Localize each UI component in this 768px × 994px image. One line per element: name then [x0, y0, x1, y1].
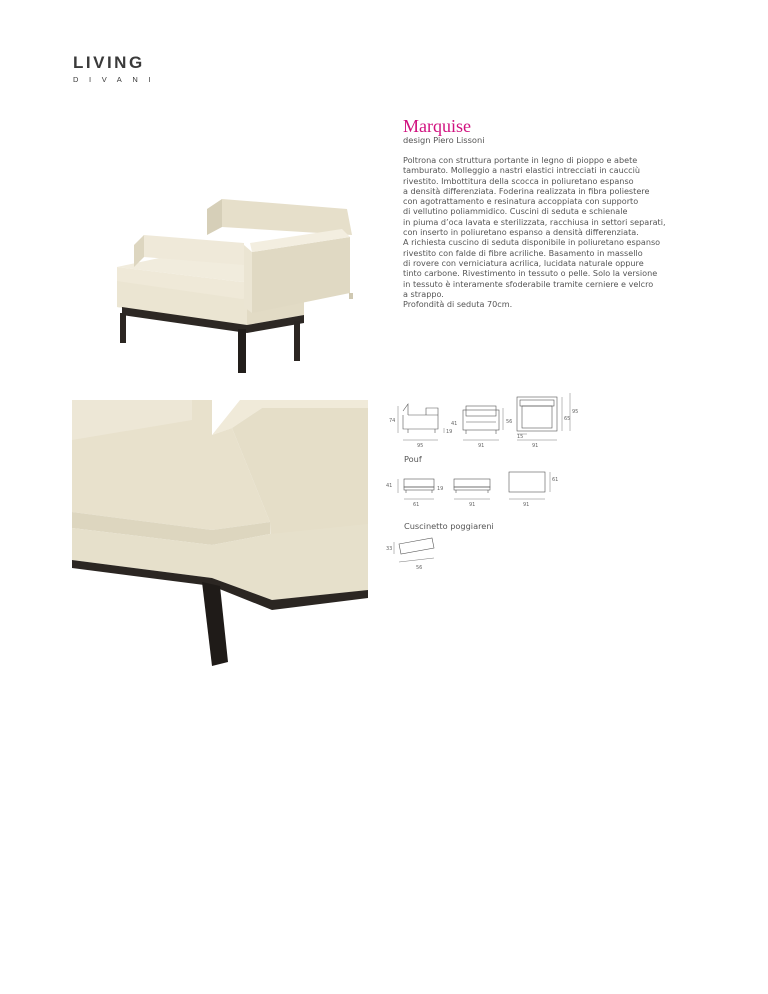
dim-armchair-top-width: 91: [532, 443, 539, 449]
pouf-side-drawing: [398, 479, 434, 499]
dim-cushion-width: 56: [416, 565, 423, 571]
dim-armchair-width: 91: [478, 443, 485, 449]
dim-armchair-seat: 41: [451, 421, 458, 427]
pouf-top-drawing: [509, 472, 550, 499]
armchair-photo: [72, 117, 367, 382]
dim-armchair-depth: 95: [417, 443, 424, 449]
dim-armchair-arm-width: 15: [517, 434, 524, 440]
description-line: di rovere con verniciatura acrilica, lucidata naturale oppure: [403, 257, 644, 268]
cushion-drawing: [394, 538, 434, 562]
description-line: a strappo.: [403, 288, 444, 299]
product-designer: design Piero Lissoni: [403, 135, 485, 145]
dim-armchair-top-depth: 95: [572, 409, 579, 415]
cushion-label: Cuscinetto poggiareni: [404, 521, 494, 531]
description-line: di vellutino poliammidico. Cuscini di seduta e schienale: [403, 206, 628, 217]
description-line: con agotrattamento e resinatura accoppiata con supporto: [403, 196, 639, 207]
armchair-side-drawing: [398, 404, 444, 440]
description-line: rivestito con falde di fibre acriliche. Basamento in massello: [403, 247, 643, 258]
description-line: tamburato. Molleggio a nastri elastici intrecciati in caucciù: [403, 165, 640, 176]
dim-pouf-side-width: 61: [413, 502, 420, 508]
dim-armchair-height: 74: [389, 418, 396, 424]
pouf-label: Pouf: [404, 454, 422, 464]
dim-pouf-front-width: 91: [469, 502, 476, 508]
armchair-top-drawing: [517, 393, 570, 440]
dim-armchair-arm-height: 56: [506, 419, 513, 425]
dim-armchair-seat-height: 19: [446, 429, 453, 435]
description-line: Profondità di seduta 70cm.: [403, 299, 513, 310]
brand-logo: [73, 54, 163, 84]
description-line: a densità differenziata. Foderina realizzata in fibra poliestere: [403, 185, 650, 196]
dim-pouf-height: 41: [386, 483, 393, 489]
dim-pouf-top-width: 91: [523, 502, 530, 508]
armchair-front-drawing: [463, 406, 503, 440]
product-description: [403, 155, 703, 309]
brand-subname: DIVANI: [73, 75, 162, 84]
description-line: in piuma d’oca lavata e sterilizzata, racchiusa in settori separati,: [403, 216, 666, 227]
description-line: rivestito. Imbottitura della scocca in poliuretano espanso: [403, 175, 634, 186]
dimension-drawings: [380, 392, 600, 592]
description-line: Poltrona con struttura portante in legno di pioppo e abete: [403, 155, 638, 165]
product-title: Marquise: [403, 116, 471, 136]
pouf-front-drawing: [454, 479, 490, 499]
description-line: A richiesta cuscino di seduta disponibile in poliuretano espanso: [403, 237, 661, 248]
description-line: tinto carbone. Rivestimento in tessuto o pelle. Solo la versione: [403, 268, 658, 279]
dim-pouf-seat: 19: [437, 486, 444, 492]
dim-pouf-depth: 61: [552, 477, 559, 483]
dim-armchair-seat-depth: 65: [564, 416, 571, 422]
armchair-detail-photo: [72, 400, 368, 674]
description-line: con inserto in poliuretano espanso a densità differenziata.: [403, 227, 639, 238]
dim-cushion-height: 33: [386, 546, 393, 552]
description-line: in tessuto è interamente sfoderabile tramite cerniere e velcro: [403, 278, 654, 289]
brand-name: LIVING: [73, 53, 145, 72]
